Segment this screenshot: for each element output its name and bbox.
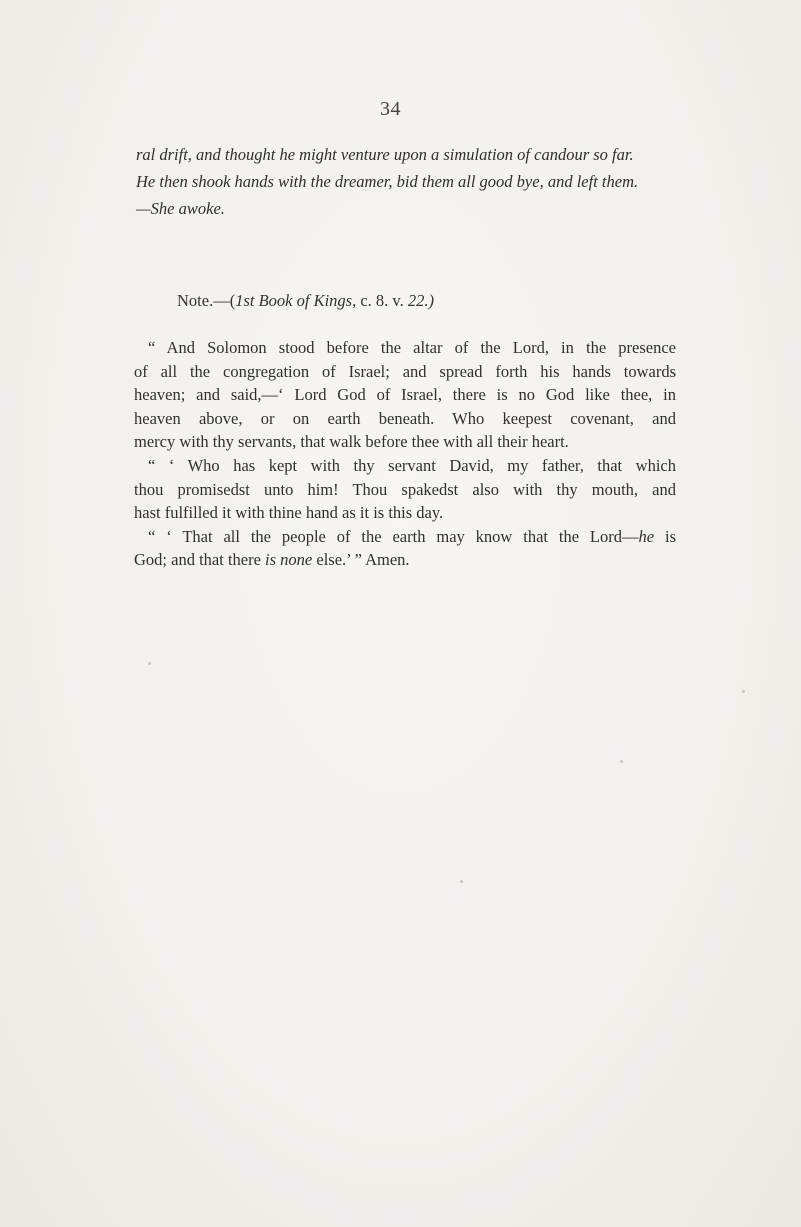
text-segment: is [654,526,676,546]
paper-speck [460,880,463,883]
paper-speck [620,760,623,763]
italic-segment: is none [265,550,313,570]
note-label: Note.—( [177,291,236,310]
paper-speck [148,662,151,665]
note-verse-reference: 22.) [407,291,434,310]
text-line: heaven; and said,—‘ Lord God of Israel, there is no God like thee, in [134,385,676,405]
text-line: “ And Solomon stood before the altar of the Lord, in the presence [148,338,676,357]
text-line: —She awoke. [136,199,225,218]
text-line: heaven above, or on earth beneath. Who keepest covenant, and [134,408,676,428]
text-line: of all the congregation of Israel; and spread forth his hands towards [134,361,676,381]
text-line: ral drift, and thought he might venture upon a simulation of candour so far. [136,145,634,164]
scripture-quotation [134,336,676,572]
page-number: 34 [380,98,401,120]
text-segment: else.’ ” Amen. [312,550,410,570]
text-line: thou promisedst unto him! Thou spakedst also with thy mouth, and [134,479,676,499]
italic-segment: he [638,526,655,546]
text-line: mercy with thy servants, that walk before thee with all their heart. [134,432,569,452]
scripture-note-heading [177,289,434,313]
text-segment: “ ‘ That all the people of the earth may know that the Lord— [148,526,639,546]
text-line [134,548,676,572]
closing-paragraph [136,141,676,222]
text-line [134,525,676,549]
text-line: He then shook hands with the dreamer, bid them all good bye, and left them. [136,172,639,191]
note-chapter-reference: c. 8. v. [356,291,408,310]
text-line: “ ‘ Who has kept with thy servant David, my father, that which [148,455,676,475]
text-line: hast fulfilled it with thine hand as it is this day. [134,503,444,523]
note-book-reference: 1st Book of Kings, [235,291,357,310]
paper-speck [742,690,745,693]
text-segment: God; and that there [134,550,266,570]
